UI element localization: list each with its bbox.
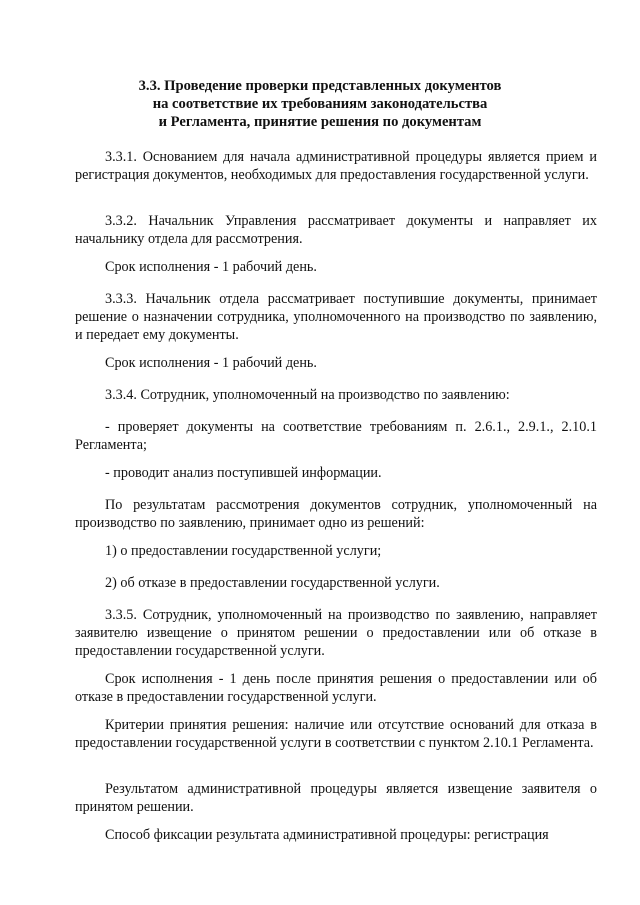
paragraph-3-3-2: 3.3.2. Начальник Управления рассматривает документы и направляет их начальнику отдела для рассмотрения. xyxy=(75,213,597,248)
paragraph-deadline-2: Срок исполнения - 1 рабочий день. xyxy=(105,355,317,371)
section-heading-line-3: и Регламента, принятие решения по документам xyxy=(158,114,482,130)
list-item-check-documents: - проверяет документы на соответствие требованиям п. 2.6.1., 2.9.1., 2.10.1 Регламента; xyxy=(75,419,597,454)
paragraph-decision-criteria: Критерии принятия решения: наличие или отсутствие оснований для отказа в предоставлении государственной услуги в соответствии с пунктом 2.10.1 Регламента. xyxy=(75,717,597,752)
paragraph-3-3-4: 3.3.4. Сотрудник, уполномоченный на производство по заявлению: xyxy=(105,387,510,403)
paragraph-deadline-1: Срок исполнения - 1 рабочий день. xyxy=(105,259,317,275)
section-heading xyxy=(60,77,580,131)
list-item-analysis: - проводит анализ поступившей информации. xyxy=(105,465,382,481)
section-heading-line-2: на соответствие их требованиям законодательства xyxy=(152,96,488,112)
paragraph-3-3-5: 3.3.5. Сотрудник, уполномоченный на производство по заявлению, направляет заявителю извещение о принятом решении о предоставлении или об отказе в предоставлении государственной услуги. xyxy=(75,607,597,660)
list-item-decision-2: 2) об отказе в предоставлении государственной услуги. xyxy=(105,575,440,591)
paragraph-3-3-1: 3.3.1. Основанием для начала административной процедуры является прием и регистрация документов, необходимых для предоставления государственной услуги. xyxy=(75,149,597,184)
paragraph-deadline-3: Срок исполнения - 1 день после принятия решения о предоставлении или об отказе в предоставлении государственной услуги. xyxy=(75,671,597,706)
paragraph-decision-intro: По результатам рассмотрения документов сотрудник, уполномоченный на производство по заявлению, принимает одно из решений: xyxy=(75,497,597,532)
paragraph-3-3-3: 3.3.3. Начальник отдела рассматривает поступившие документы, принимает решение о назначении сотрудника, уполномоченного на производство по заявлению, и передает ему документы. xyxy=(75,291,597,344)
list-item-decision-1: 1) о предоставлении государственной услуги; xyxy=(105,543,382,559)
paragraph-result: Результатом административной процедуры является извещение заявителя о принятом решении. xyxy=(75,781,597,816)
paragraph-fixation-method: Способ фиксации результата административной процедуры: регистрация xyxy=(105,827,549,843)
section-heading-line-1: 3.3. Проведение проверки представленных документов xyxy=(138,78,502,94)
